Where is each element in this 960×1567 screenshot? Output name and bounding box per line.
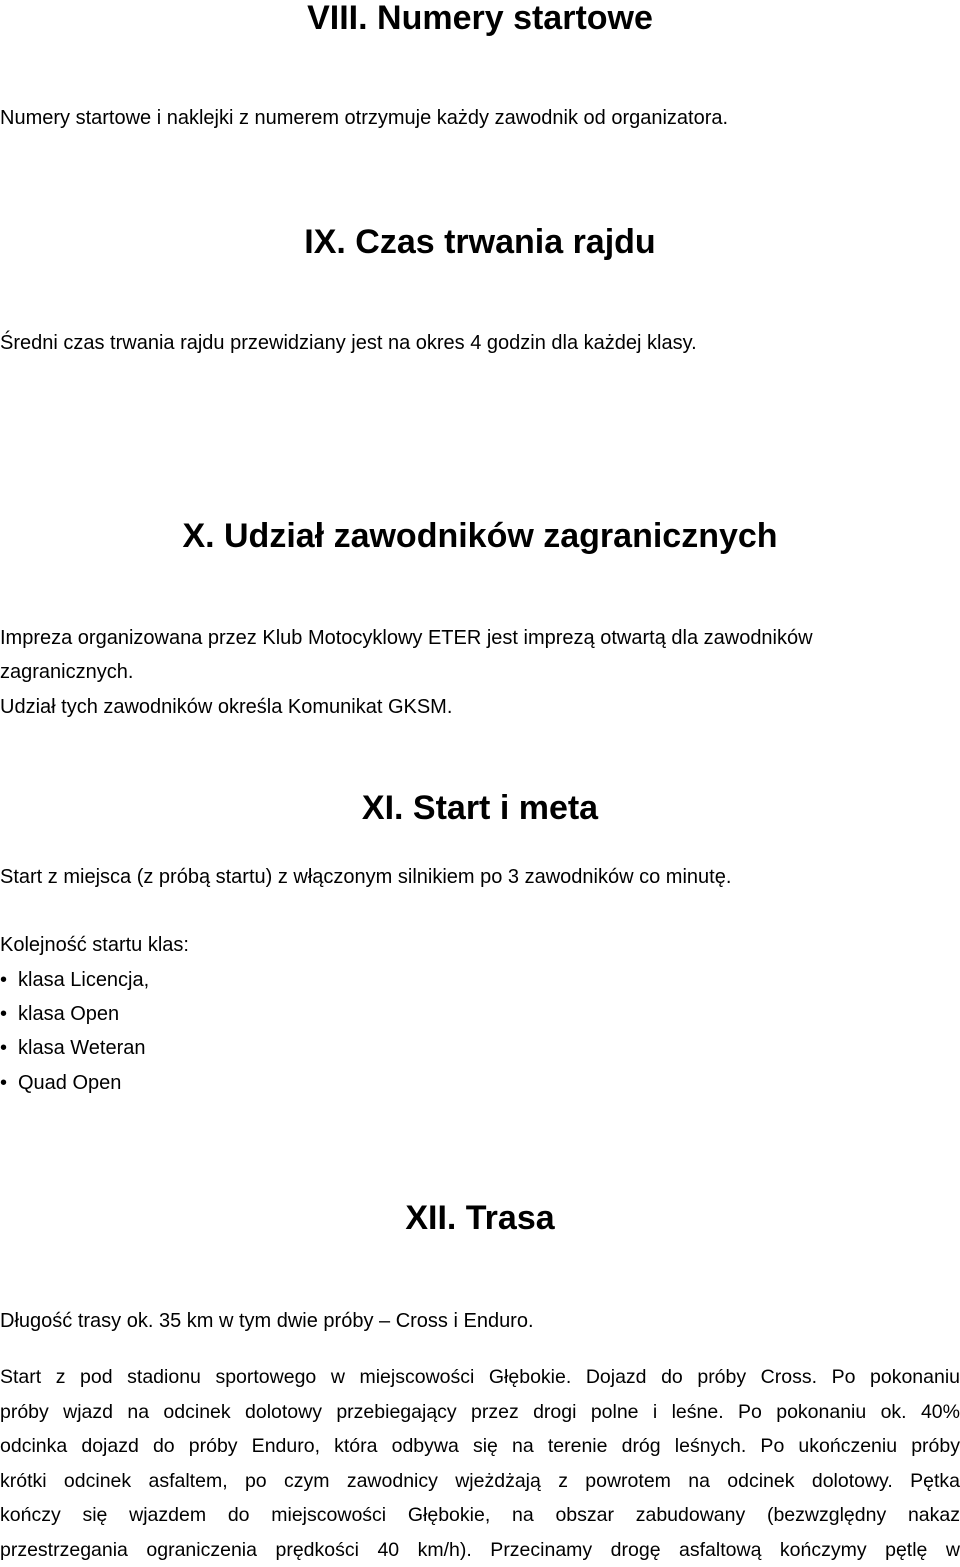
section-8-paragraph: Numery startowe i naklejki z numerem otrzymuje każdy zawodnik od organizatora. [0, 101, 728, 135]
section-9-paragraph: Średni czas trwania rajdu przewidziany jest na okres 4 godzin dla każdej klasy. [0, 326, 697, 360]
list-item [0, 963, 149, 997]
paragraph-line: odcinka dojazd do próby Enduro, która odbywa się na terenie dróg leśnych. Po ukończeniu próby [0, 1429, 960, 1464]
section-12-paragraph-1: Długość trasy ok. 35 km w tym dwie próby – Cross i Enduro. [0, 1304, 534, 1338]
bullet-icon: • [0, 1066, 18, 1100]
paragraph-line: próby wjazd na odcinek dolotowy przebiegający przez drogi polne i leśne. Po pokonaniu ok. 40% [0, 1395, 960, 1430]
section-10-paragraph-2: Udział tych zawodników określa Komunikat GKSM. [0, 690, 452, 724]
list-item-text: Quad Open [18, 1072, 121, 1094]
bullet-icon: • [0, 997, 18, 1031]
heading-section-8: VIII. Numery startowe [0, 0, 960, 38]
section-12-paragraph-2 [0, 1360, 960, 1567]
heading-section-10: X. Udział zawodników zagranicznych [0, 516, 960, 556]
paragraph-line: krótki odcinek asfaltem, po czym zawodnicy wjeżdżają z powrotem na odcinek dolotowy. Pętka [0, 1464, 960, 1499]
heading-section-11: XI. Start i meta [0, 788, 960, 828]
heading-section-12: XII. Trasa [0, 1198, 960, 1238]
paragraph-line: Start z pod stadionu sportowego w miejscowości Głębokie. Dojazd do próby Cross. Po pokonaniu [0, 1360, 960, 1395]
heading-section-9: IX. Czas trwania rajdu [0, 222, 960, 262]
start-order-label: Kolejność startu klas: [0, 928, 189, 962]
list-item [0, 997, 119, 1031]
section-10-paragraph-line-1: Impreza organizowana przez Klub Motocyklowy ETER jest imprezą otwartą dla zawodników [0, 621, 813, 655]
list-item-text: klasa Licencja, [18, 969, 149, 991]
list-item [0, 1066, 121, 1100]
list-item [0, 1031, 145, 1065]
list-item-text: klasa Open [18, 1003, 119, 1025]
paragraph-line: kończy się wjazdem do miejscowości Głębokie, na obszar zabudowany (bezwzględny nakaz [0, 1498, 960, 1533]
list-item-text: klasa Weteran [18, 1037, 145, 1059]
section-11-paragraph: Start z miejsca (z próbą startu) z włączonym silnikiem po 3 zawodników co minutę. [0, 860, 731, 894]
bullet-icon: • [0, 963, 18, 997]
paragraph-line: przestrzegania ograniczenia prędkości 40 km/h). Przecinamy drogę asfaltową kończymy pętlę w [0, 1533, 960, 1567]
section-10-paragraph-line-2: zagranicznych. [0, 655, 133, 689]
bullet-icon: • [0, 1031, 18, 1065]
